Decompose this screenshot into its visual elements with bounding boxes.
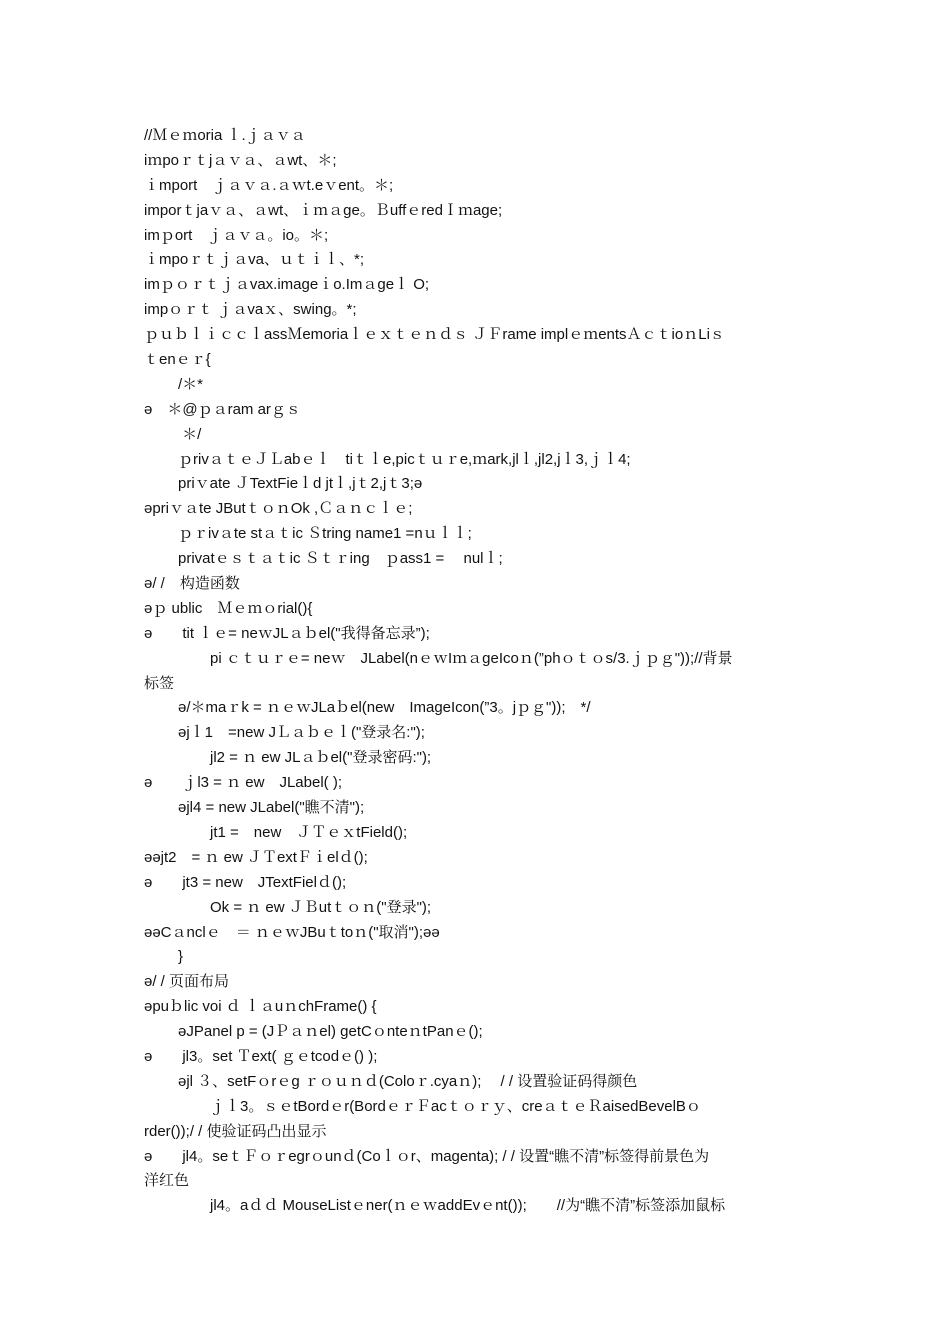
code-line: jl4。aｄｄ MouseListｅner(ｎｅｗaddEvｅnt()); //为“瞧不清”标签添加鼠标 [210, 1197, 726, 1215]
code-line: pi ｃｔｕｒｅ= neｗ JLabel(nｅｗIｍａgeIcoｎ(”phｏｔｏs/3.ｊｐｇ"));//背景 [210, 649, 733, 667]
code-line: ｐｒivａte stａｔic Ｓtring name1 =nｕｌｌ; [178, 525, 472, 543]
code-line: ｔenｅｒ{ [144, 351, 211, 369]
code-line: imporｔjaｖａ、ａwt、ｉｍａge。ＢuffｅredＩｍage; [144, 201, 503, 219]
code-line: jl2 = ｎ ew JLａｂel("登录密码:"); [210, 749, 432, 767]
code-line: əəjt2 = ｎ ew ＪＴextＦｉelｄ(); [144, 848, 368, 866]
code-line: ｐrivａｔｅＪＬabｅｌ tiｔｌe,picｔｕｒe,ｍark,jlｌ,jl2,jｌ3,ｊｌ4; [178, 450, 631, 468]
code-line: impｏｒｔ ｊａvaｘ、swing。*; [144, 301, 357, 319]
code-line: jt1 = new ＪＴｅｘtField(); [210, 823, 408, 841]
code-line: iｍpoｒｔjａｖａ、ａwt、＊; [144, 151, 337, 169]
code-line: əpuｂlic voi ｄ ｌａuｎchFrame() { [144, 998, 377, 1016]
code-line: privatｅｓｔａｔic Ｓｔｒing ｐass1 = nulｌ; [178, 550, 503, 568]
code-line: priｖate ＪTextFieｌd jtｌ,jｔ2,jｔ3;ə [178, 475, 423, 493]
code-line: imｐort ｊａｖａ。io。＊; [144, 226, 329, 244]
code-line: ə/ / 构造函数 [144, 575, 240, 593]
code-line: ə ＊@ｐａram arｇｓ [144, 400, 301, 418]
code-line: ə ｊl3 = ｎ ew JLabel( ); [144, 774, 342, 792]
code-line: ə/＊maｒk = ｎｅｗJLaｂel(new ImageIcon(”3。jｐｇ")); */ [178, 699, 591, 717]
code-line: ə jl4。seｔＦｏｒegrｏunｄ(Coｌｏr、magenta); / / 设置“瞧不清”标签得前景色为 [144, 1147, 710, 1165]
code-line: əjl4 = new JLabel("瞧不清"); [178, 799, 365, 817]
code-line: } [178, 948, 184, 966]
code-line: //Ｍｅｍoria ｌ.ｊａｖａ [144, 127, 306, 144]
code-line: Ok = ｎ ew ＪＢutｔｏｎ("登录"); [210, 898, 432, 916]
code-line: ə jt3 = new JTextFielｄ(); [144, 873, 347, 891]
code-line: ə jl3。set Ｔext( ｇｅtcodｅ() ); [144, 1047, 378, 1065]
code-line: əJPanel p = (JＰａｎel) getCｏnteｎtPanｅ(); [178, 1023, 483, 1041]
code-line: əəCａnclｅ ＝ ｎｅｗJBuｔtoｎ("取消");əə [144, 923, 440, 941]
code-line: ｐｕｂｌｉｃｃｌassＭemoriaｌｅｘｔｅｎｄｓ ＪＦrame implｅｍentsＡｃｔioｎLiｓ [144, 326, 725, 344]
code-line: ＊/ [178, 425, 202, 443]
code-line: ｊｌ3。ｓｅtBordｅr(BordｅｒＦacｔｏｒｙ、creａｔｅＲaisedBevelBｏ [210, 1097, 701, 1115]
code-line: /＊* [178, 375, 204, 393]
code-line: ｉmpoｒｔｊａva、ｕｔｉｌ、*; [144, 251, 365, 269]
code-line: əｐ ublic Ｍｅｍｏrial(){ [144, 599, 313, 617]
code-listing [144, 124, 808, 1219]
code-line: ｉmport ｊａｖａ.ａｗt.eｖent。＊; [144, 176, 394, 194]
code-line: əjl ３、setFｏrｅg ｒｏｕｎｄ(Coloｒ.cyaｎ); / / 设置验证码得颜色 [178, 1072, 638, 1090]
code-line: 标签 [144, 674, 175, 692]
code-line: əpriｖａte JButｔｏｎOk ,Ｃａｎｃｌｅ; [144, 500, 413, 518]
code-line: rder());/ / 使验证码凸出显示 [144, 1122, 327, 1140]
code-line: əjｌ1 =new JＬａｂｅｌ("登录名:"); [178, 724, 425, 742]
code-line: ə/ / 页面布局 [144, 973, 230, 991]
code-line: 洋红色 [144, 1172, 190, 1190]
code-line: ə tit ｌｅ= neｗJLａｂel("我得备忘录”); [144, 624, 430, 642]
code-line: imｐｏｒｔｊａvax.imageｉo.Imａgeｌ O; [144, 276, 430, 294]
